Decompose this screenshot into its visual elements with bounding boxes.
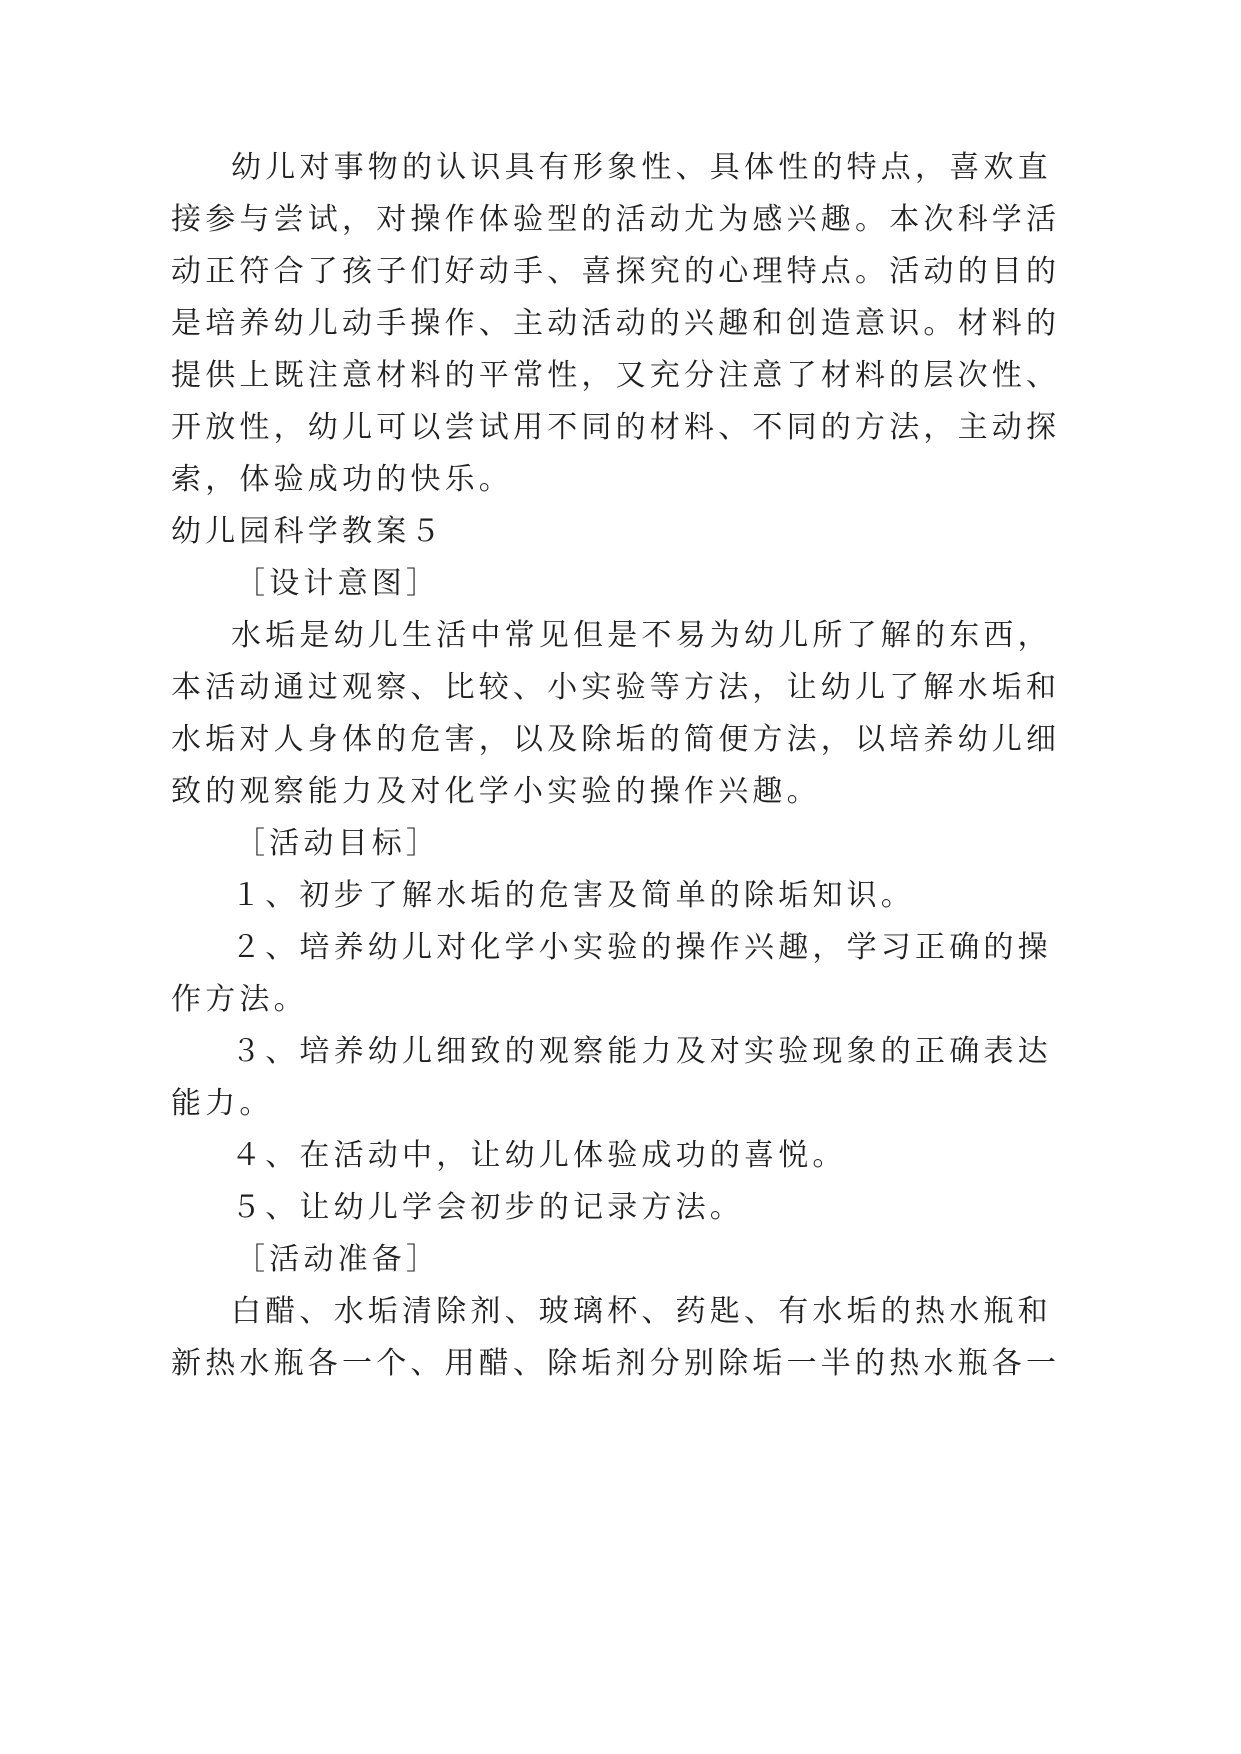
preparation-heading: ［活动准备］ <box>235 1242 441 1277</box>
section-title: 幼儿园科学教案５ <box>171 514 445 549</box>
goals-heading: ［活动目标］ <box>235 826 441 861</box>
goal-item-2-line-2: 作方法。 <box>171 982 308 1017</box>
goal-item-1: １、初步了解水垢的危害及简单的除垢知识。 <box>231 878 915 913</box>
prep-paragraph-line-2: 新热水瓶各一个、用醋、除垢剂分别除垢一半的热水瓶各一 <box>171 1346 1061 1381</box>
intro-paragraph-line-6: 开放性，幼儿可以尝试用不同的材料、不同的方法，主动探 <box>171 410 1061 445</box>
design-paragraph-line-2: 本活动通过观察、比较、小实验等方法，让幼儿了解水垢和 <box>171 670 1061 705</box>
intro-paragraph-line-2: 接参与尝试，对操作体验型的活动尤为感兴趣。本次科学活 <box>171 202 1061 237</box>
intro-paragraph-line-7: 索，体验成功的快乐。 <box>171 462 513 497</box>
goal-item-5: ５、让幼儿学会初步的记录方法。 <box>231 1190 744 1225</box>
prep-paragraph-line-1: 白醋、水垢清除剂、玻璃杯、药匙、有水垢的热水瓶和 <box>231 1294 1052 1329</box>
intro-paragraph-line-1: 幼儿对事物的认识具有形象性、具体性的特点，喜欢直 <box>231 150 1052 185</box>
design-paragraph-line-3: 水垢对人身体的危害，以及除垢的简便方法，以培养幼儿细 <box>171 722 1061 757</box>
intro-paragraph-line-3: 动正符合了孩子们好动手、喜探究的心理特点。活动的目的 <box>171 254 1061 289</box>
goal-item-3-line-2: 能力。 <box>171 1086 274 1121</box>
intro-paragraph-line-4: 是培养幼儿动手操作、主动活动的兴趣和创造意识。材料的 <box>171 306 1061 341</box>
intro-paragraph-line-5: 提供上既注意材料的平常性，又充分注意了材料的层次性、 <box>171 358 1061 393</box>
design-paragraph-line-4: 致的观察能力及对化学小实验的操作兴趣。 <box>171 774 821 809</box>
goal-item-4: ４、在活动中，让幼儿体验成功的喜悦。 <box>231 1138 847 1173</box>
goal-item-2-line-1: ２、培养幼儿对化学小实验的操作兴趣，学习正确的操 <box>231 930 1052 965</box>
design-paragraph-line-1: 水垢是幼儿生活中常见但是不易为幼儿所了解的东西， <box>231 618 1052 653</box>
design-intent-heading: ［设计意图］ <box>235 566 441 601</box>
goal-item-3-line-1: ３、培养幼儿细致的观察能力及对实验现象的正确表达 <box>231 1034 1052 1069</box>
